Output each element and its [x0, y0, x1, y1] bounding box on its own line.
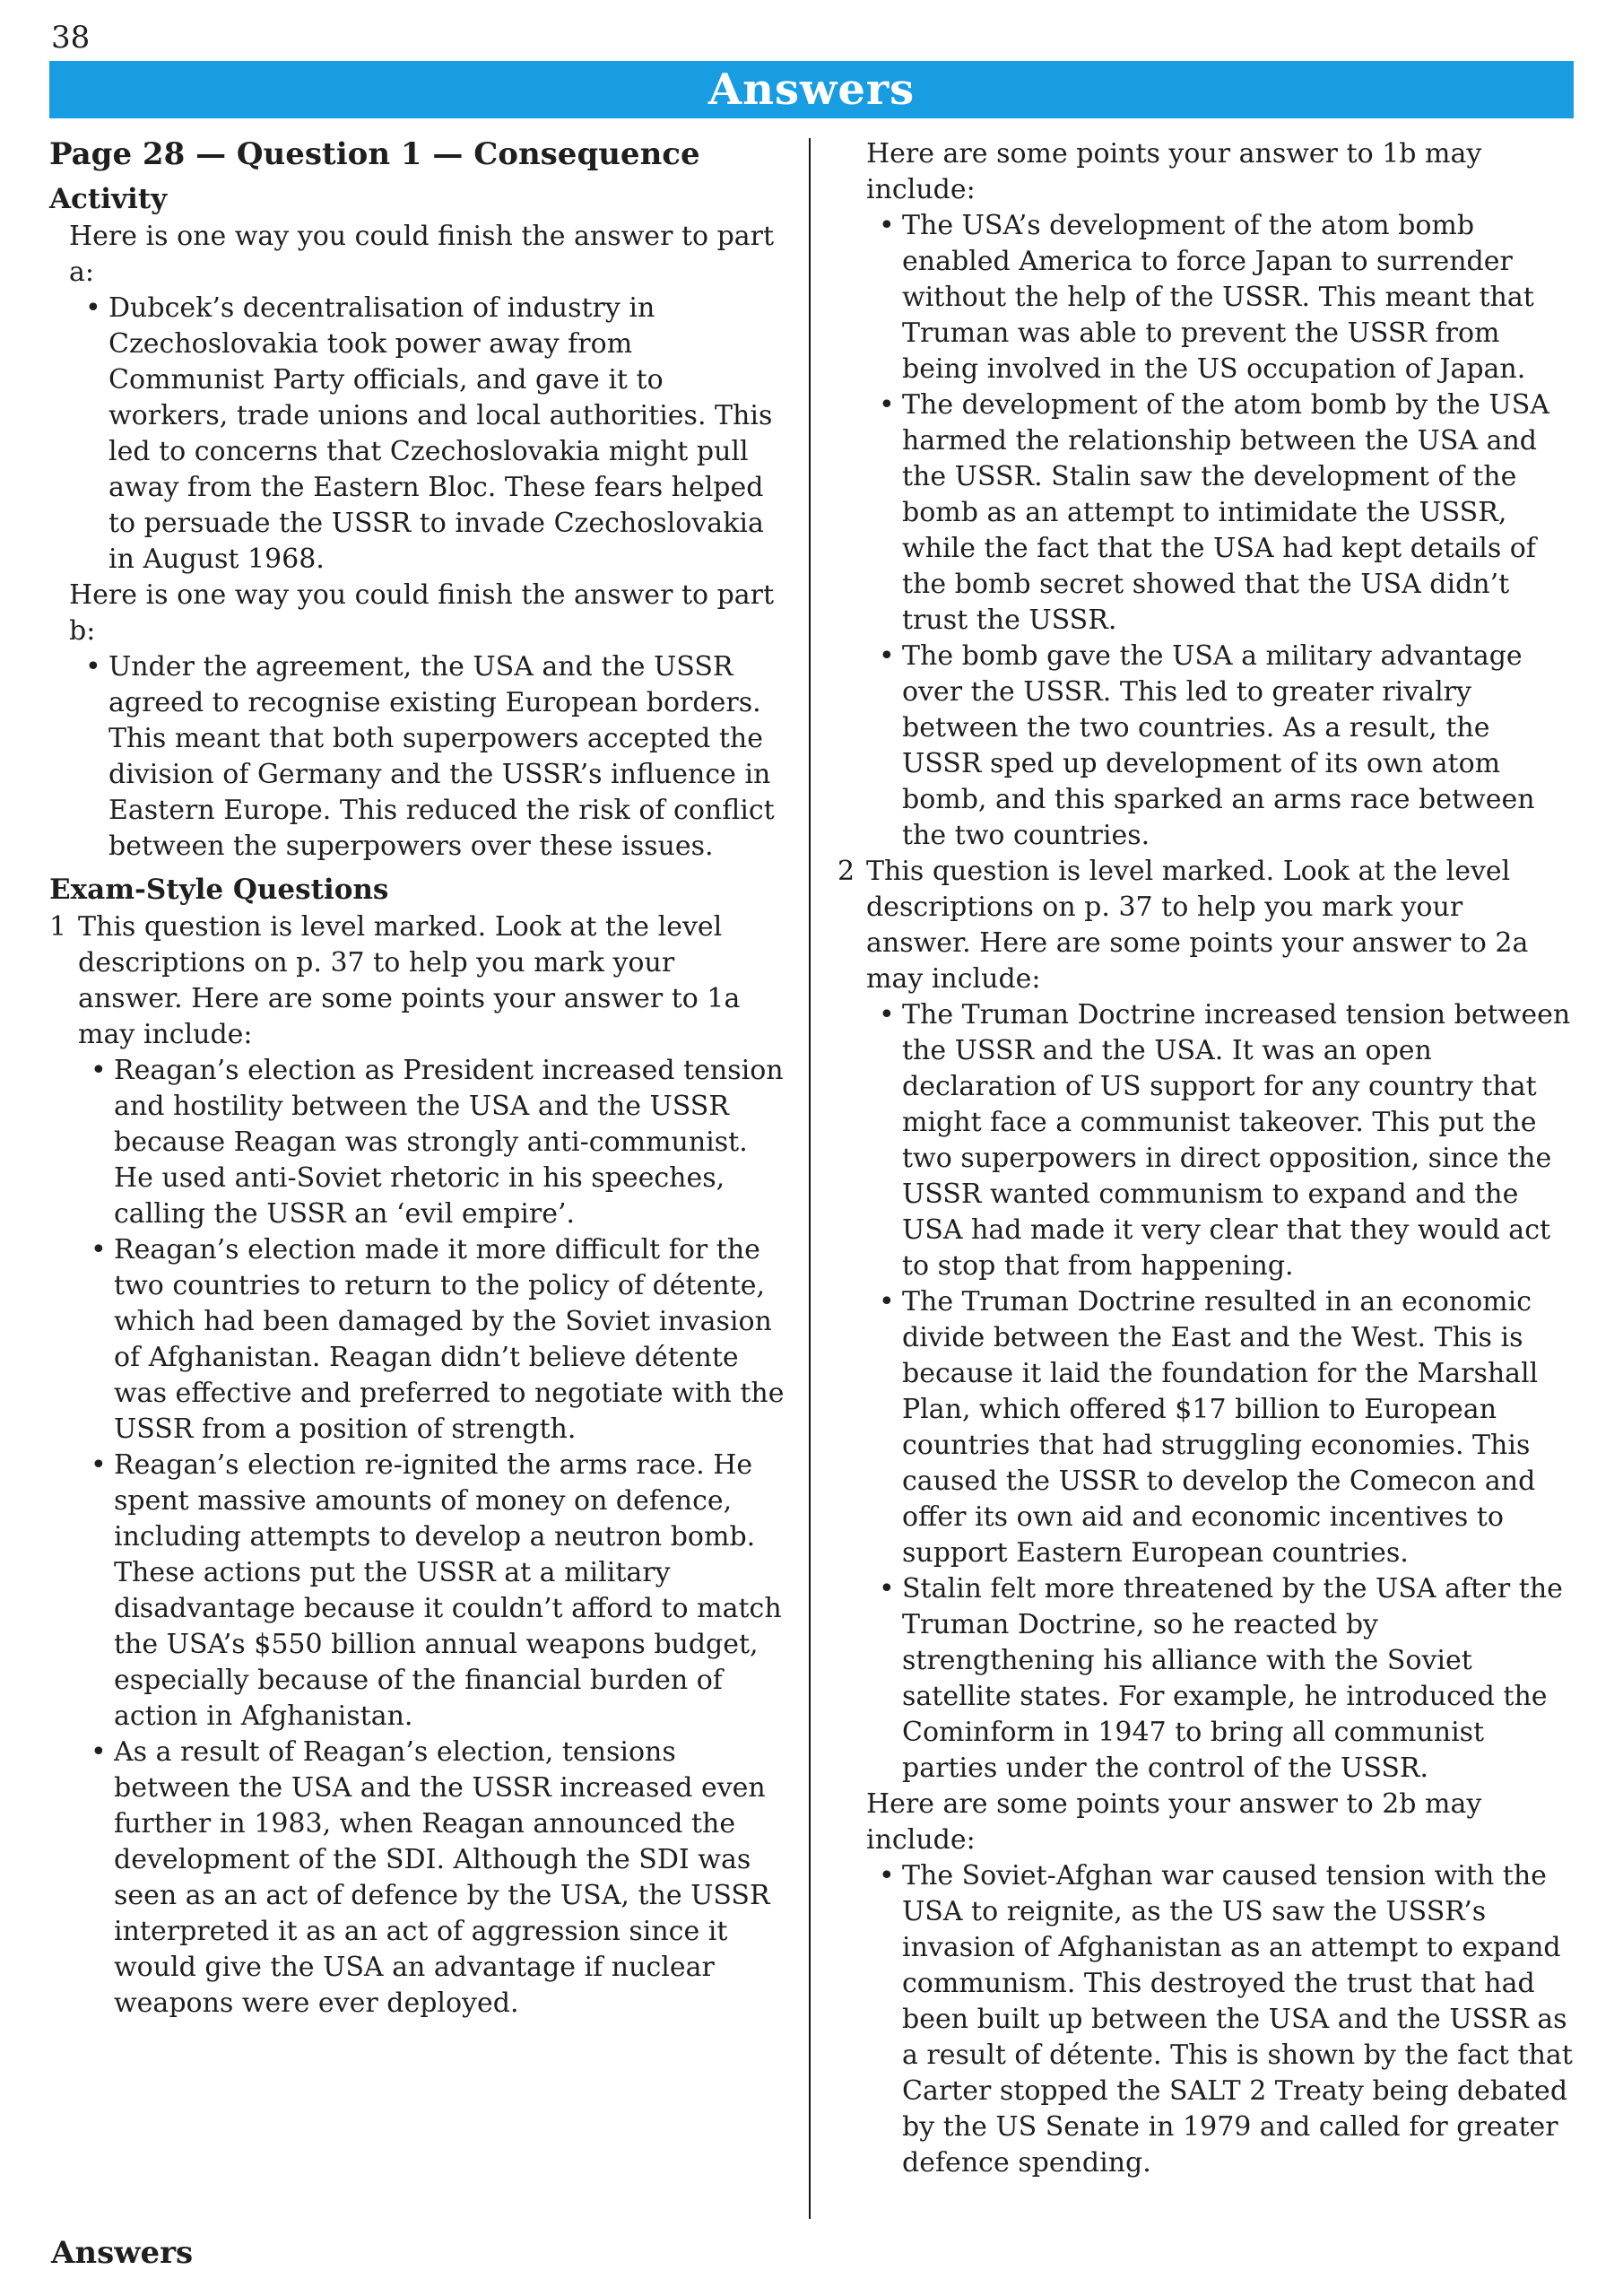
bullet-item: [879, 997, 1574, 1284]
bullet-text: Dubcek’s decentralisation of industry in Czechoslovakia took power away from Communist Party officials, and gave it to workers, trade unions and local authorities. This led to concerns that Czechoslovakia might pull away from the Eastern Bloc. These fears helped to persuade the USSR to invade Czechoslovakia in August 1968.: [108, 292, 773, 575]
bullet-text: The Truman Doctrine increased tension between the USSR and the USA. It was an open declaration of US support for any country that might face a communist takeover. This put the two superpowers in direct opposition, since the USSR wanted communism to expand and the USA had made it very clear that they would act to stop that from happening.: [902, 999, 1571, 1282]
bullet-text: Reagan’s election as President increased tension and hostility between the USA and the USSR because Reagan was strongly anti-communist. He used anti-Soviet rhetoric in his speeches, calling the USSR an ‘evil empire’.: [114, 1055, 784, 1230]
bullet-text: The Truman Doctrine resulted in an economic divide between the East and the West. This is because it laid the foundation for the Marshall Plan, which offered $17 billion to European countries that had struggling economies. This caused the USSR to develop the Comecon and offer its own aid and economic incentives to support Eastern European countries.: [902, 1286, 1539, 1569]
bullet-icon: •: [879, 1860, 895, 1892]
two-column-content: [49, 136, 1574, 2219]
bullet-text: The development of the atom bomb by the USA harmed the relationship between the USA and the USSR. Stalin saw the development of the bomb as an attempt to intimidate the USSR, while the fact that the USA had kept details of the bomb secret showed that the USA didn’t trust the USSR.: [902, 389, 1549, 636]
bullet-icon: •: [91, 1055, 107, 1086]
bullet-item: [85, 291, 785, 578]
bullet-text: As a result of Reagan’s election, tensions between the USA and the USSR increased even further in 1983, when Reagan announced the development of the SDI. Although the SDI was seen as an act of defence by the USA, the USSR interpreted it as an act of aggression since it would give the USA an advantage if nuclear weapons were ever deployed.: [114, 1736, 770, 2019]
footer-label: Answers: [51, 2235, 194, 2271]
bullet-text: The bomb gave the USA a military advantage over the USSR. This led to greater rivalry between the two countries. As a result, the USSR sped up development of its own atom bomb, and this sparked an arms race between the two countries.: [902, 640, 1535, 851]
question-text: This question is level marked. Look at the level descriptions on p. 37 to help you mark your answer. Here are some points your answer to 1a may include:: [78, 911, 741, 1050]
bullet-icon: •: [879, 999, 895, 1031]
question-text: This question is level marked. Look at the level descriptions on p. 37 to help you mark your answer. Here are some points your answer to 2a may include:: [866, 856, 1529, 995]
bullet-icon: •: [91, 1449, 107, 1481]
question-2a-bullet-list: [866, 997, 1574, 1787]
bullet-icon: •: [91, 1736, 107, 1768]
bullet-icon: •: [879, 640, 895, 672]
bullet-item: [879, 387, 1574, 639]
bullet-icon: •: [879, 389, 895, 421]
question-body: [866, 854, 1574, 2181]
question-1a-bullet-list: [78, 1053, 785, 2022]
page-number: 38: [51, 20, 91, 56]
question-number: 2: [838, 856, 855, 887]
intro-line-1b: Here are some points your answer to 1b may include:: [866, 138, 1482, 205]
bullet-icon: •: [91, 1234, 107, 1265]
exam-style-heading: Exam-Style Questions: [49, 874, 389, 906]
activity-bullet-list-b: [49, 649, 785, 865]
bullet-icon: •: [879, 1286, 895, 1318]
bullet-text: Under the agreement, the USA and the USSR agreed to recognise existing European borders. This meant that both superpowers accepted the division of Germany and the USSR’s influence in Eastern Europe. This reduced the risk of conflict between the superpowers over these issues.: [108, 651, 775, 862]
bullet-text: Reagan’s election re-ignited the arms race. He spent massive amounts of money on defence, including attempts to develop a neutron bomb. These actions put the USSR at a military disadvantage because it couldn’t afford to match the USA’s $550 billion annual weapons budget, especially because of the financial burden of action in Afghanistan.: [114, 1449, 782, 1732]
numbered-question-1: [49, 909, 785, 2022]
numbered-question-2: [838, 854, 1574, 2181]
section-heading: Page 28 — Question 1 — Consequence: [49, 136, 700, 172]
bullet-icon: •: [85, 651, 101, 683]
question-1b-bullet-list: [866, 208, 1574, 854]
question-2b-bullet-list: [866, 1858, 1574, 2181]
question-1b-continuation: [838, 136, 1574, 854]
bullet-item: [879, 639, 1574, 854]
bullet-item: [91, 1448, 785, 1735]
activity-intro-a: Here is one way you could finish the answer to part a:: [69, 221, 775, 288]
bullet-icon: •: [85, 292, 101, 324]
question-number: 1: [49, 911, 67, 943]
question-body: [78, 909, 785, 2022]
activity-intro-b: Here is one way you could finish the answer to part b:: [69, 579, 775, 647]
bullet-item: [879, 1284, 1574, 1571]
bullet-item: [91, 1053, 785, 1232]
bullet-item: [91, 1735, 785, 2022]
intro-line-2b: Here are some points your answer to 2b may include:: [866, 1788, 1482, 1856]
bullet-icon: •: [879, 1573, 895, 1605]
bullet-text: The Soviet-Afghan war caused tension with the USA to reignite, as the US saw the USSR’s invasion of Afghanistan as an attempt to expand communism. This destroyed the trust that had been built up between the USA and the USSR as a result of détente. This is shown by the fact that Carter stopped the SALT 2 Treaty being debated by the US Senate in 1979 and called for greater defence spending.: [902, 1860, 1573, 2179]
bullet-item: [879, 208, 1574, 387]
bullet-item: [879, 1858, 1574, 2181]
activity-heading: Activity: [49, 183, 168, 215]
banner-title: Answers: [707, 65, 916, 115]
bullet-item: [879, 1571, 1574, 1787]
bullet-text: The USA’s development of the atom bomb enabled America to force Japan to surrender without the help of the USSR. This meant that Truman was able to prevent the USSR from being involved in the US occupation of Japan.: [902, 210, 1534, 385]
left-column: [49, 136, 809, 2219]
right-column: [811, 136, 1574, 2219]
bullet-item: [85, 649, 785, 865]
bullet-text: Stalin felt more threatened by the USA after the Truman Doctrine, so he reacted by strengthening his alliance with the Soviet satellite states. For example, he introduced the Cominform in 1947 to bring all communist parties under the control of the USSR.: [902, 1573, 1563, 1784]
bullet-text: Reagan’s election made it more difficult for the two countries to return to the policy of détente, which had been damaged by the Soviet invasion of Afghanistan. Reagan didn’t believe détente was effective and preferred to negotiate with the USSR from a position of strength.: [114, 1234, 785, 1445]
activity-bullet-list-a: [49, 291, 785, 578]
answers-banner: [49, 61, 1574, 118]
bullet-item: [91, 1232, 785, 1448]
bullet-icon: •: [879, 210, 895, 241]
